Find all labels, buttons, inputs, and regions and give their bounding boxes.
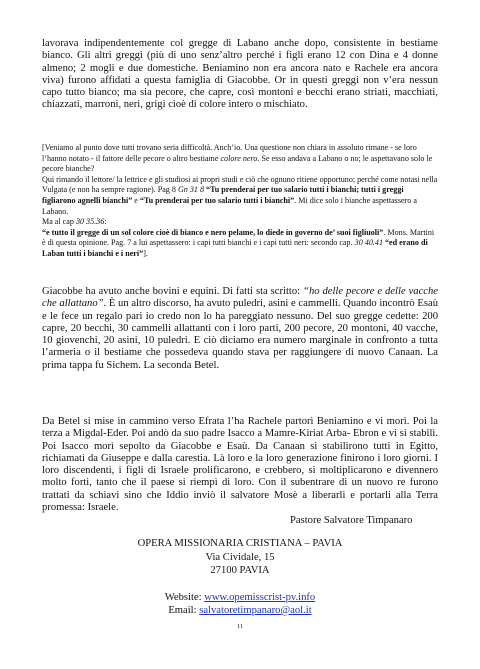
email-link[interactable]: salvatoretimpanaro@aol.it <box>199 605 312 616</box>
footer-email: Email: salvatoretimpanaro@aol.it <box>168 605 312 616</box>
note-line-2: Qui rimando il lettore/ la lettrice e gli studiosi ai propri studi e ciò che ognuno ritiene opportuno; perché come notasi nella Vulgata (e non ha sempre ragione). Pag 8 Gn 31 8 “Tu prenderai per tuo salario tutti i bianchi; tutti i greggi figliarono agnelli bianchi” e “Tu prenderai per tuo salario tutti i bianchi”. Mi dice solo i bianche aspettassero a Labano. <box>42 174 438 216</box>
footer-org: OPERA MISSIONARIA CRISTIANA – PAVIA <box>137 538 343 549</box>
website-link[interactable]: www.opemisscrist-pv.info <box>204 591 316 603</box>
footer <box>0 537 480 618</box>
page-number: 11 <box>236 623 244 630</box>
note-line-4: “e tutto il gregge di un sol colore cioè di bianco e nero pelame, lo diede in governo de’ suoi figliuoli”. Mons. Martini è di questa opinione. Pag. 7 a lui aspettassero: i capi tutti bianchi e i capi tutti neri: secondo cap. 30 40.41 “ed erano di Laban tutti i bianchi e i neri”]. <box>42 227 435 258</box>
note-line-3: Ma al cap 30 35.36: <box>42 217 107 227</box>
footer-city: 27100 PAVIA <box>210 565 270 576</box>
paragraph-3: Da Betel si mise in cammino verso Efrata l’ha Rachele partorì Beniamino e vi morì. Poi la terza a Migdal-Eder. Poi andò da suo padre Isacco a Mamre-Kiriat Arba- Ebron e vi si stabilì. Poi Isacco morì sepolto da Giacobbe e Esaù. Da Canaan si stabilirono tutti in Egitto, richiamati da Giuseppe e dalla carestia. Là loro e la loro generazione finirono i loro giorni. I loro discendenti, i figli di Israele prolificarono, e crebbero, si moltiplicarono e divennero molto forti, tanto che il paese si riempì di loro. Con il subentrare di un nuovo re furono trattati da schiavi sino che Iddio inviò il salvatore Mosè a liberarli e portarli alla Terra promessa: Israele. <box>42 416 438 514</box>
signature: Pastore Salvatore Timpanaro <box>290 515 413 526</box>
paragraph-2: Giacobbe ha avuto anche bovini e equini. Di fatti sta scritto: “ho delle pecore e delle vacche che allattano”. È un altro discorso, ha avuto puledri, asini e cammelli. Quando incontrò Esaù e le fece un regalo pari io credo non lo ha pareggiato nessuno. Del suo gregge cedette: 200 capre, 20 becchi, 30 cammelli allattanti con i loro parti, 200 pecore, 20 montoni, 40 vacche, 10 giovenchi, 20 asini, 10 puledri. E ciò diciamo era numero marginale in confronto a tutta l’armeria o il bestiame che possedeva quando stava per raggiungere di nuovo Canaan. La prima tappa fu Sichem. La seconda Betel. <box>42 286 438 371</box>
paragraph-1: lavorava indipendentemente col gregge di Labano anche dopo, consistente in bestiame bianco. Gli altri greggi (più di uno senz’altro perché i figli erano 12 con Dina e 4 donne almeno; 2 mogli e due domestiche. Beniamino non era ancora nato e Rachele era ancora viva) furono affidati a questa famiglia di Giacobbe. Or in questi greggi non v’era nessun capo tutto bianco; ma sia pecore, che capre, così montoni e becchi erano striati, macchiati, chiazzati, marroni, neri, grigi cioè di colore intero o mischiato. <box>42 38 438 111</box>
footer-street: Via Cividale, 15 <box>205 551 275 563</box>
bracketed-note <box>42 143 438 260</box>
note-line-1: [Veniamo al punto dove tutti trovano seria difficoltà. Anch’io. Una questione non chiara in assoluto rimane - se loro l’hanno notato - il fattore delle pecore o altro bestiame colore nero. Se esso andava a Labano o no; le aspettavano solo le pecore bianche? <box>42 143 433 174</box>
footer-website: Website: www.opemisscrist-pv.info <box>164 591 316 603</box>
